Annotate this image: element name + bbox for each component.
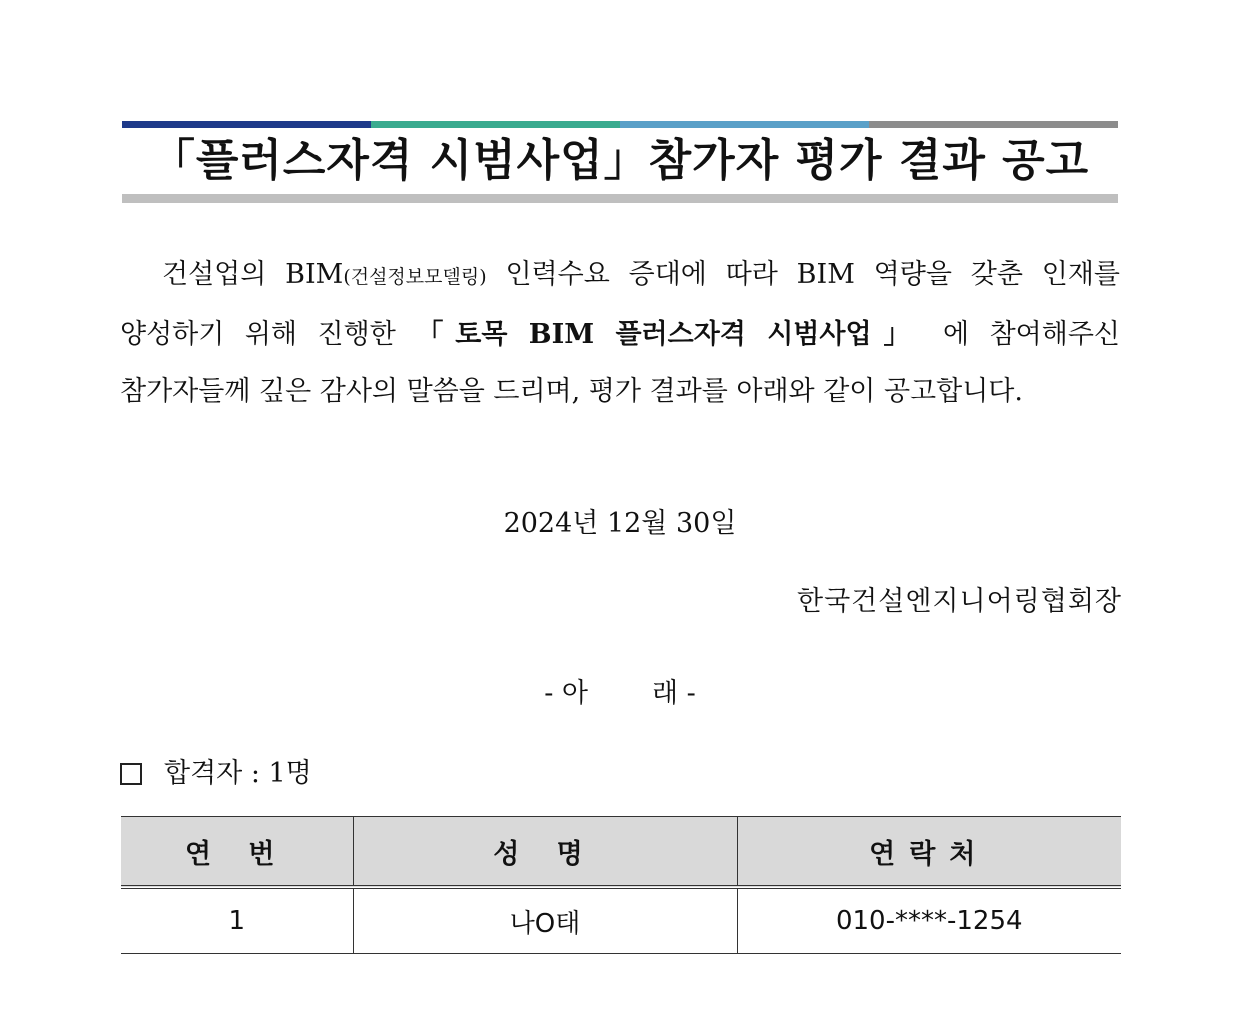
below-heading-right: 래 - [652,678,696,709]
table-row [121,887,1121,954]
table-header-row [121,817,1121,888]
checkbox-icon [120,763,142,785]
pass-count-line [120,752,312,796]
color-bar-segment-teal [371,121,620,128]
color-bar-segment-blue [620,121,869,128]
announcement-date: 2024년 12월 30일 [503,508,737,539]
color-bar-segment-navy [122,121,371,128]
paragraph-part2: 인력수요 증대에 따라 BIM 역량을 갖춘 인재를 양성하기 위해 진행한 [120,259,1120,350]
paragraph-part1-small: (건설정보모델링) [343,266,487,288]
paragraph-part3: 에 참여해주신 참가자들께 깊은 감사의 말씀을 드리며, 평가 결과를 아래와 같이 공고합니다. [120,319,1120,407]
paragraph-project-name: 「토목 BIM 플러스자격 시범사업」 [416,319,923,350]
title-underline-bar [122,194,1118,203]
color-bar-segment-gray [869,121,1118,128]
header-number: 연 번 [121,817,353,888]
below-heading [0,672,1240,716]
title-block [122,121,1118,203]
result-table [121,816,1121,954]
pass-count-label: 합격자 : 1명 [164,758,312,789]
announcement-paragraph [120,246,1120,420]
below-heading-left: - 아 [544,678,588,709]
cell-contact: 010-****-1254 [737,887,1121,954]
paragraph-part1: 건설업의 BIM [162,259,344,290]
header-contact: 연락처 [737,817,1121,888]
page-title: 「플러스자격 시범사업」참가자 평가 결과 공고 [150,135,1090,186]
header-name: 성 명 [353,817,737,888]
cell-number: 1 [121,887,353,954]
cell-name: 나O태 [353,887,737,954]
title-color-bar [122,121,1118,128]
organization-name: 한국건설엔지니어링협회장 [797,586,1122,617]
